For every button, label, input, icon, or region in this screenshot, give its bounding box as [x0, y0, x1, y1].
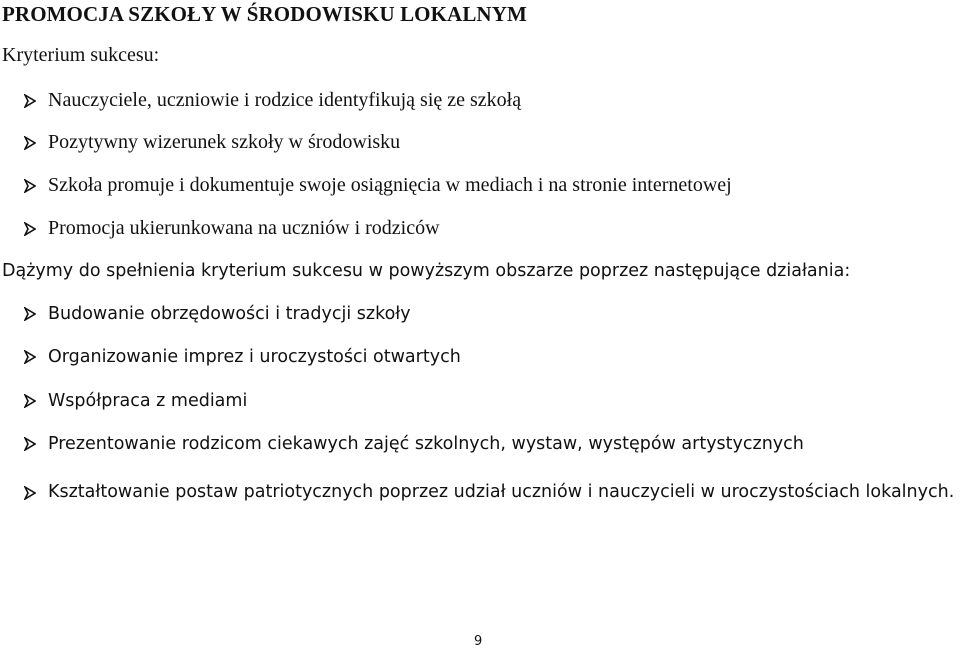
action-item-text: Współpraca z mediami — [48, 391, 248, 411]
arrow-bullet-icon — [24, 435, 48, 449]
action-item-text: Budowanie obrzędowości i tradycji szkoły — [48, 304, 411, 324]
arrow-bullet-icon — [24, 220, 48, 234]
criteria-item-text: Szkoła promuje i dokumentuje swoje osiągnięcia w mediach i na stronie internetowej — [48, 174, 732, 196]
action-item-text: Prezentowanie rodzicom ciekawych zajęć szkolnych, wystaw, występów artystycznych — [48, 434, 804, 454]
arrow-bullet-icon — [24, 477, 48, 498]
page-title: PROMOCJA SZKOŁY W ŚRODOWISKU LOKALNYM — [2, 2, 527, 26]
action-item — [24, 477, 960, 507]
action-item — [24, 304, 411, 324]
actions-intro: Dążymy do spełnienia kryterium sukcesu w powyższym obszarze poprzez następujące działania: — [2, 261, 851, 281]
action-item-text: Organizowanie imprez i uroczystości otwartych — [48, 347, 461, 367]
criteria-item — [24, 217, 440, 240]
action-item-text: Kształtowanie postaw patriotycznych poprzez udział uczniów i nauczycieli w uroczystościach lokalnych. — [48, 482, 955, 502]
action-item — [24, 434, 804, 454]
arrow-bullet-icon — [24, 177, 48, 191]
criterion-label: Kryterium sukcesu: — [2, 44, 160, 66]
criteria-item — [24, 174, 732, 197]
arrow-bullet-icon — [24, 134, 48, 148]
arrow-bullet-icon — [24, 348, 48, 362]
action-item — [24, 347, 461, 367]
criteria-item — [24, 131, 400, 154]
criteria-item-text: Nauczyciele, uczniowie i rodzice identyfikują się ze szkołą — [48, 89, 522, 111]
arrow-bullet-icon — [24, 305, 48, 319]
criteria-item — [24, 89, 521, 112]
arrow-bullet-icon — [24, 392, 48, 406]
action-item — [24, 391, 247, 411]
criteria-item-text: Pozytywny wizerunek szkoły w środowisku — [48, 131, 401, 153]
arrow-bullet-icon — [24, 92, 48, 106]
page-number: 9 — [474, 634, 483, 649]
criteria-item-text: Promocja ukierunkowana na uczniów i rodziców — [48, 217, 440, 239]
